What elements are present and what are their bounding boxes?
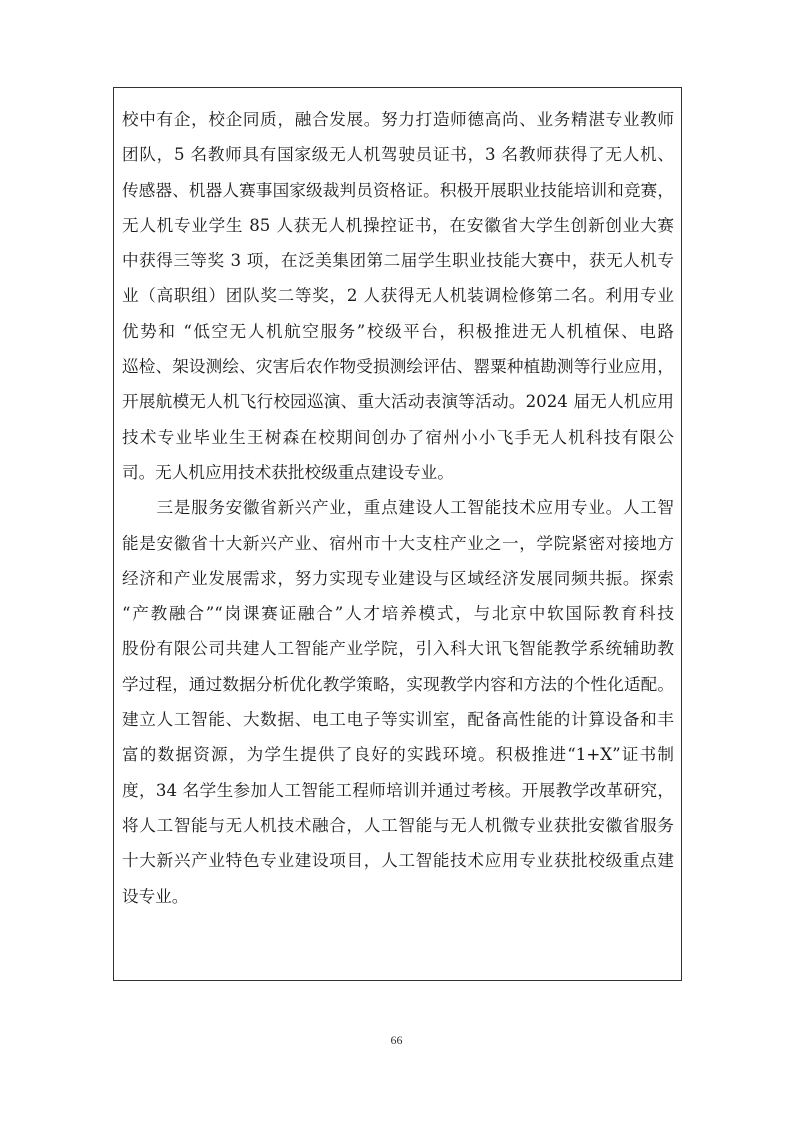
paragraph-drone-major — [122, 102, 674, 490]
text-line: 巡检、架设测绘、灾害后农作物受损测绘评估、罂粟种植勘测等行业应用， — [122, 357, 674, 377]
text-line: 技术专业毕业生王树森在校期间创办了宿州小小飞手无人机科技有限公 — [122, 427, 674, 447]
text-line: 富的数据资源，为学生提供了良好的实践环境。积极推进“1+X”证书制 — [122, 745, 674, 765]
text-line: 三是服务安徽省新兴产业，重点建设人工智能技术应用专业。人工智 — [122, 498, 674, 518]
document-table-frame — [113, 87, 682, 981]
text-line: 业（高职组）团队奖二等奖，2 人获得无人机装调检修第二名。利用专业 — [122, 286, 674, 306]
text-line: 中获得三等奖 3 项，在泛美集团第二届学生职业技能大赛中，获无人机专 — [122, 251, 674, 271]
text-line: 传感器、机器人赛事国家级裁判员资格证。积极开展职业技能培训和竞赛， — [122, 180, 674, 200]
text-line: 团队，5 名教师具有国家级无人机驾驶员证书，3 名教师获得了无人机、 — [122, 145, 674, 165]
text-line: 建立人工智能、大数据、电工电子等实训室，配备高性能的计算设备和丰 — [122, 710, 674, 730]
document-text-body — [122, 102, 674, 914]
text-line: 学过程，通过数据分析优化教学策略，实现教学内容和方法的个性化适配。 — [122, 674, 674, 694]
text-line: 能是安徽省十大新兴产业、宿州市十大支柱产业之一，学院紧密对接地方 — [122, 533, 674, 553]
text-line: 校中有企，校企同质，融合发展。努力打造师德高尚、业务精湛专业教师 — [122, 110, 674, 129]
paragraph-ai-major — [122, 490, 674, 914]
text-line: 股份有限公司共建人工智能产业学院，引入科大讯飞智能教学系统辅助教 — [122, 639, 674, 659]
text-line: 优势和 “低空无人机航空服务”校级平台，积极推进无人机植保、电路 — [122, 321, 674, 341]
text-line: 经济和产业发展需求，努力实现专业建设与区域经济发展同频共振。探索 — [122, 568, 674, 588]
text-line: “产教融合”“岗课赛证融合”人才培养模式，与北京中软国际教育科技 — [122, 604, 674, 624]
text-line: 开展航模无人机飞行校园巡演、重大活动表演等活动。2024 届无人机应用 — [122, 392, 674, 412]
text-line: 将人工智能与无人机技术融合，人工智能与无人机微专业获批安徽省服务 — [122, 815, 674, 835]
text-line: 设专业。 — [122, 886, 189, 906]
page-number: 66 — [390, 1033, 403, 1047]
text-line: 无人机专业学生 85 人获无人机操控证书，在安徽省大学生创新创业大赛 — [122, 215, 674, 235]
text-line: 十大新兴产业特色专业建设项目，人工智能技术应用专业获批校级重点建 — [122, 851, 674, 871]
text-line: 司。无人机应用技术获批校级重点建设专业。 — [122, 462, 454, 482]
text-line: 度，34 名学生参加人工智能工程师培训并通过考核。开展教学改革研究， — [122, 780, 674, 800]
